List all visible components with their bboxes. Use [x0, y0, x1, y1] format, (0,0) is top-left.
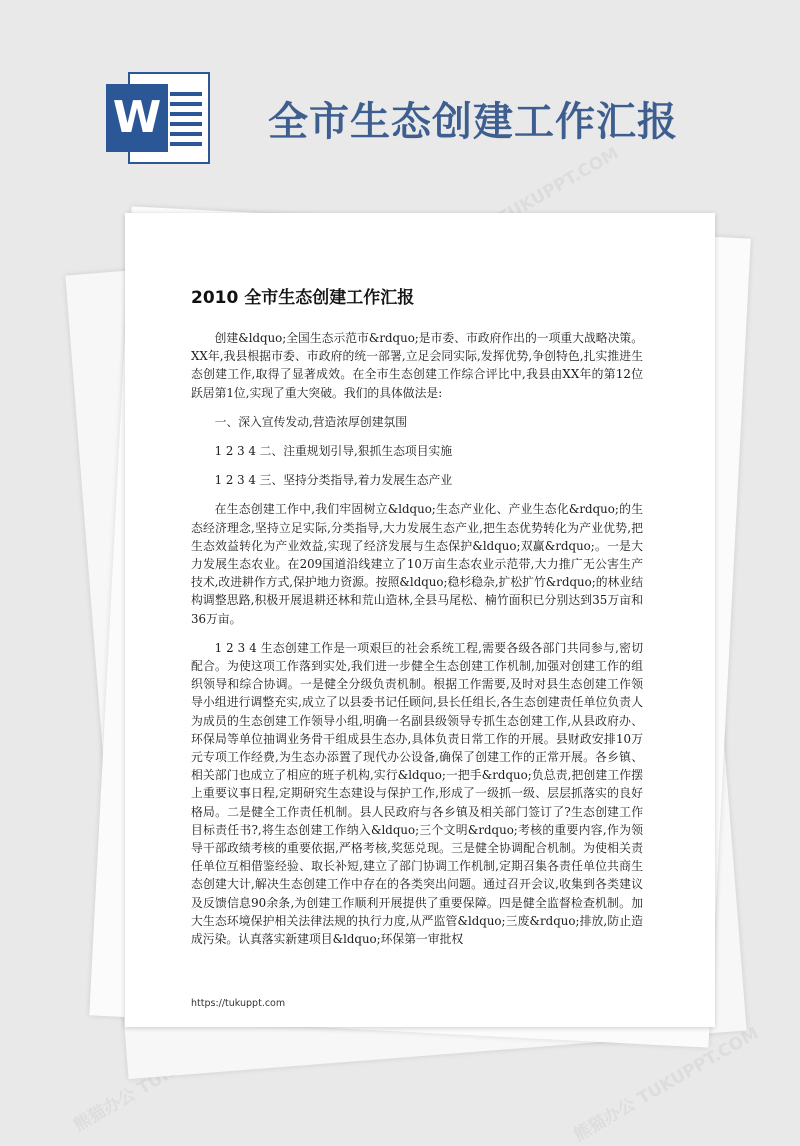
- paragraph-heading-2: 1 2 3 4 二、注重规划引导,狠抓生态项目实施: [214, 444, 453, 459]
- header-banner: [0, 0, 800, 200]
- document-page: [125, 213, 715, 1027]
- watermark: 熊猫办公 TUKUPPT.COM: [570, 1023, 763, 1146]
- watermark: 熊猫办公 TUKUPPT.COM: [430, 143, 623, 266]
- document-title: 2010 全市生态创建工作汇报: [191, 288, 415, 308]
- paragraph-intro: 创建&ldquo;全国生态示范市&rdquo;是市委、市政府作出的一项重大战略决策。XX年,我县根据市委、市政府的统一部署,立足会同实际,发挥优势,争创特色,扎实推进生态创建工作,取得了显著成效。在全市生态创建工作综合评比中,我县由XX年的第12位跃居第1位,实现了重大突破。我们的具体做法是:: [191, 331, 643, 400]
- paragraph-mechanisms: 1 2 3 4 生态创建工作是一项艰巨的社会系统工程,需要各级各部门共同参与,密切配合。为使这项工作落到实处,我们进一步健全生态创建工作机制,加强对创建工作的组织领导和综合协调。一是健全分级负责机制。根据工作需要,及时对县生态创建工作领导小组进行调整充实,成立了以县委书记任顾问,县长任组长,各生态创建责任单位负责人为成员的生态创建工作领导小组,明确一名副县级领导专抓生态创建工作,从县政府办、环保局等单位抽调业务骨干组成县生态办,具体负责日常工作的开展。县财政安排10万元专项工作经费,为生态办添置了现代办公设备,确保了创建工作的正常开展。各乡镇、相关部门也成立了相应的班子机构,实行&ldquo;一把手&rdquo;负总责,把创建工作摆上重要议事日程,定期研究生态建设与保护工作,形成了一级抓一级、层层抓落实的良好格局。二是健全工作责任机制。县人民政府与各乡镇及相关部门签订了?生态创建工作目标责任书?,将生态创建工作纳入&ldquo;三个文明&rdquo;考核的重要内容,作为领导干部政绩考核的重要依据,严格考核,奖惩兑现。三是健全协调配合机制。为使相关责任单位互相借鉴经验、取长补短,建立了部门协调工作机制,定期召集各责任单位共商生态创建大计,解决生态创建工作中存在的各类突出问题。通过召开会议,收集到各类建议及反馈信息90余条,为创建工作顺利开展提供了重要保障。四是健全监督检查机制。加大生态环境保护相关法律法规的执行力度,从严监管&ldquo;三废&rdquo;排放,防止造成污染。认真落实新建项目&ldquo;环保第一审批权: [191, 640, 643, 947]
- word-icon: [106, 72, 210, 164]
- banner-title: 全市生态创建工作汇报: [268, 99, 678, 145]
- paragraph-heading-3: 1 2 3 4 三、坚持分类指导,着力发展生态产业: [214, 473, 453, 488]
- footer-link[interactable]: https://tukuppt.com: [191, 998, 286, 1009]
- paragraph-heading-1: 一、深入宣传发动,营造浓厚创建氛围: [214, 414, 408, 429]
- document-body: [191, 329, 643, 959]
- paragraph-ecology-industry: 在生态创建工作中,我们牢固树立&ldquo;生态产业化、产业生态化&rdquo;的生态经济理念,坚持立足实际,分类指导,大力发展生态产业,把生态优势转化为产业优势,把生态效益转化为产业效益,实现了经济发展与生态保护&ldquo;双赢&rdquo;。一是大力发展生态农业。在209国道沿线建立了10万亩生态农业示范带,大力推广无公害生产技术,改进耕作方式,保护地力资源。按照&ldquo;稳杉稳杂,扩松扩竹&rdquo;的林业结构调整思路,积极开展退耕还林和荒山造林,全县马尾松、楠竹面积已分别达到35万亩和36万亩。: [191, 502, 643, 626]
- word-letter-badge: W: [106, 84, 168, 152]
